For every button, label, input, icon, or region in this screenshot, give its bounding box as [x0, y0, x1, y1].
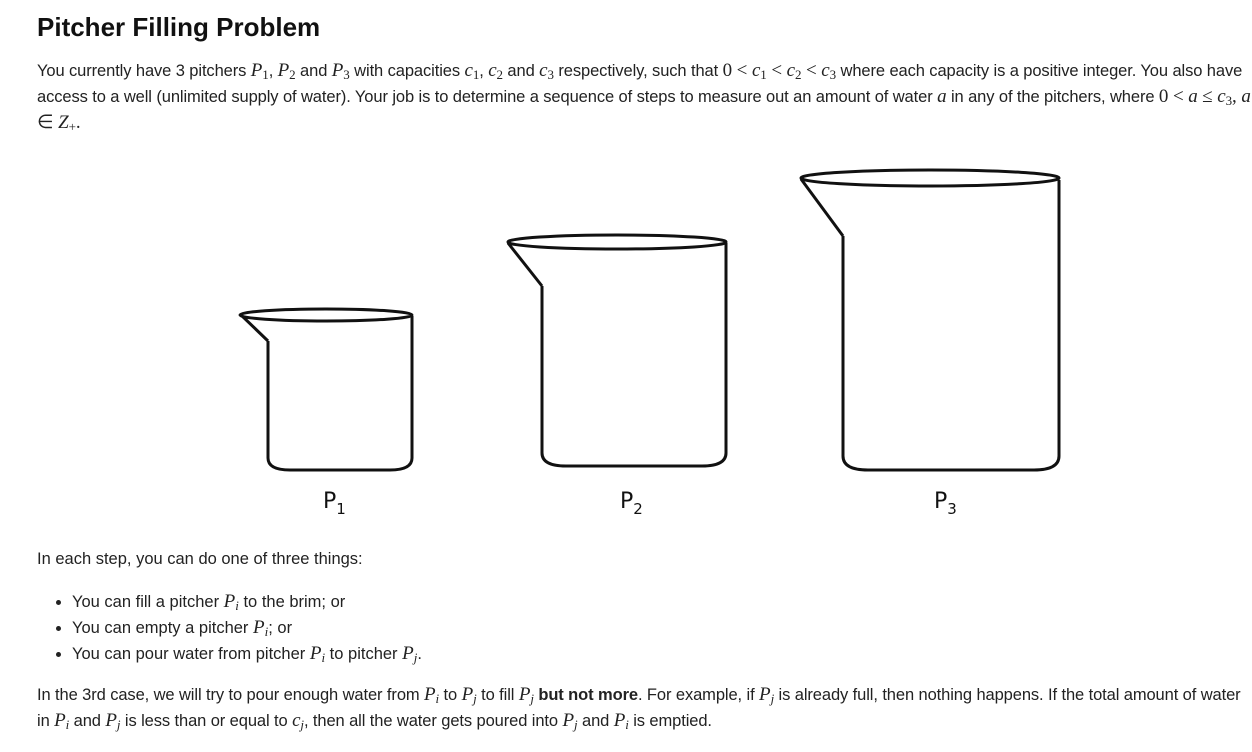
options-list [37, 589, 422, 667]
math-c2: $c_2$ [488, 60, 503, 82]
math-c1: $c_1$ [464, 60, 480, 82]
page-title: Pitcher Filling Problem [37, 12, 321, 42]
pitcher-3 [801, 170, 1059, 470]
pitcher-1 [240, 309, 412, 470]
pour-explanation: In the 3rd case, we will try to pour enough water from $P_i$ to $P_j$ to fill $P_j$ but not more. For example, if $P_j$ is already full, then nothing happens. If the total amount of water in $P_i$ and $P_j$ is less than or equal to $c_j$, then all the water gets poured into $P_j$ and $P_i$ is emptied. [37, 684, 1241, 732]
pitcher-1-label: $P_1$ [323, 489, 346, 518]
intro-paragraph: You currently have 3 pitchers $P_1$, $P_2$ and $P_3$ with capacities $c_1$, $c_2$ and $c_3$ respectively, such that $0 < c_1 < c_2 < c_3$ where each capacity is a positive integer. You also have access to a well (unlimited supply of water). Your job is to determine a sequence of steps to measure out an amount of water a in any of the pitchers, where $0 < a \le c_3$, a ∈ $Z_+$. [37, 60, 1251, 134]
steps-intro: In each step, you can do one of three things: [37, 550, 363, 568]
math-c3: $c_3$ [539, 60, 554, 82]
pitchers-figure [0, 150, 1252, 530]
pitcher-2-label: $P_2$ [620, 489, 643, 518]
emphasis: but not more [538, 686, 638, 704]
list-item: • You can fill a pitcher $P_i$ to the brim; or [72, 589, 422, 615]
math-a: a [937, 86, 947, 107]
math-p3: $P_3$ [331, 60, 350, 82]
pitcher-2 [508, 235, 726, 466]
math-inequality: $0 < c_1 < c_2 < c_3$ [722, 60, 837, 82]
list-item: • You can pour water from pitcher $P_i$ to pitcher $P_j$. [72, 641, 422, 667]
math-p2: $P_2$ [277, 60, 296, 82]
math-p1: $P_1$ [250, 60, 269, 82]
pitcher-3-label: $P_3$ [934, 489, 957, 518]
list-item: • You can empty a pitcher $P_i$; or [72, 615, 422, 641]
math-range: $0 < a \le c_3$, a ∈ $Z_+$. [37, 86, 1251, 134]
